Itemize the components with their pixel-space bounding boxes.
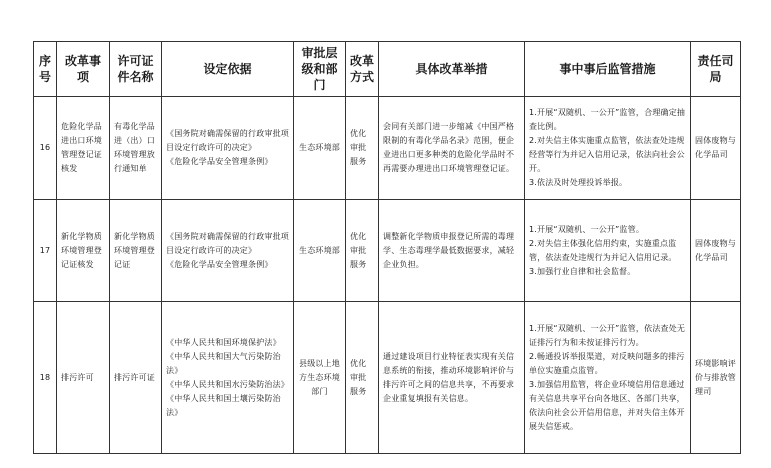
cell-supervision bbox=[525, 200, 691, 302]
table-row bbox=[34, 200, 741, 302]
cell-license: 新化学物质环境管理登记证 bbox=[110, 200, 162, 302]
cell-supervision bbox=[525, 302, 691, 454]
header-row bbox=[34, 42, 741, 97]
header-method: 改革方式 bbox=[346, 42, 379, 97]
cell-measure: 通过建设项目行业特征表实现有关信息系统的衔接，推动环境影响评价与排污许可之间的信息共享，不再要求企业重复填报有关信息。 bbox=[379, 302, 525, 454]
supervision-line: 3.加强行业自律和社会监督。 bbox=[529, 266, 636, 276]
header-supervision: 事中事后监管措施 bbox=[525, 42, 691, 97]
basis-line: 《国务院对确需保留的行政审批项目设定行政许可的决定》 bbox=[166, 231, 289, 255]
cell-dept: 生态环境部 bbox=[294, 97, 346, 200]
header-no: 序号 bbox=[34, 42, 57, 97]
cell-measure: 调整新化学物质申报登记所需的毒理学、生态毒理学最低数据要求，减轻企业负担。 bbox=[379, 200, 525, 302]
supervision-line: 2.畅通投诉举报渠道，对反映问题多的排污单位实施重点监管。 bbox=[529, 351, 685, 375]
header-dept: 审批层级和部门 bbox=[294, 42, 346, 97]
cell-method: 优化审批服务 bbox=[346, 302, 379, 454]
supervision-line: 1.开展“双随机、一公开”监管，合理确定抽查比例。 bbox=[529, 108, 686, 131]
supervision-line: 3.加强信用监管，将企业环境信用信息通过有关信息共享平台向各地区、各部门共享，依法向社会公开信用信息，并对失信主体开展失信惩戒。 bbox=[529, 379, 685, 431]
supervision-line: 3.依法及时处理投诉举报。 bbox=[529, 178, 628, 187]
basis-line: 《中华人民共和国土壤污染防治法》 bbox=[166, 393, 281, 417]
cell-bureau: 环境影响评价与排放管理司 bbox=[691, 302, 741, 454]
cell-bureau: 固体废物与化学品司 bbox=[691, 97, 741, 200]
cell-dept: 县级以上地方生态环境部门 bbox=[294, 302, 346, 454]
supervision-line: 2.对失信主体强化信用约束，实施重点监管，依法查处违规行为并记入信用记录。 bbox=[529, 238, 677, 262]
header-bureau: 责任司局 bbox=[691, 42, 741, 97]
cell-item: 危险化学品进出口环境管理登记证核发 bbox=[57, 97, 110, 200]
cell-measure: 会同有关部门进一步缩减《中国严格限制的有毒化学品名录》范围，便企业进出口更多种类的危险化学品时不再需要办理进出口环境管理登记证。 bbox=[379, 97, 525, 200]
basis-line: 《中华人民共和国水污染防治法》 bbox=[166, 379, 289, 389]
supervision-line: 1.开展“双随机、一公开”监管，依法查处无证排污行为和未按证排污行为。 bbox=[529, 323, 686, 347]
table-row bbox=[34, 302, 741, 454]
reform-table bbox=[33, 41, 741, 454]
cell-no: 17 bbox=[34, 200, 57, 302]
header-basis: 设定依据 bbox=[162, 42, 294, 97]
cell-no: 18 bbox=[34, 302, 57, 454]
cell-basis bbox=[162, 302, 294, 454]
header-item: 改革事项 bbox=[57, 42, 110, 97]
basis-line: 《国务院对确需保留的行政审批项目设定行政许可的决定》 bbox=[166, 129, 289, 152]
cell-bureau: 固体废物与化学品司 bbox=[691, 200, 741, 302]
cell-method: 优化审批服务 bbox=[346, 200, 379, 302]
cell-supervision bbox=[525, 97, 691, 200]
supervision-line: 2.对失信主体实施重点监管，依法查处违规经营等行为并记入信用记录，依法向社会公开。 bbox=[529, 136, 685, 173]
cell-no: 16 bbox=[34, 97, 57, 200]
cell-item: 排污许可 bbox=[57, 302, 110, 454]
table-row bbox=[34, 97, 741, 200]
cell-item: 新化学物质环境管理登记证核发 bbox=[57, 200, 110, 302]
cell-basis bbox=[162, 97, 294, 200]
cell-dept: 生态环境部 bbox=[294, 200, 346, 302]
header-license: 许可证件名称 bbox=[110, 42, 162, 97]
cell-basis bbox=[162, 200, 294, 302]
basis-line: 《危险化学品安全管理条例》 bbox=[166, 259, 273, 269]
cell-license: 排污许可证 bbox=[110, 302, 162, 454]
basis-line: 《中华人民共和国大气污染防治法》 bbox=[166, 351, 281, 375]
basis-line: 《中华人民共和国环境保护法》 bbox=[166, 337, 281, 347]
supervision-line: 1.开展“双随机、一公开”监管。 bbox=[529, 224, 645, 234]
cell-method: 优化审批服务 bbox=[346, 97, 379, 200]
cell-license: 有毒化学品进（出）口环境管理放行通知单 bbox=[110, 97, 162, 200]
basis-line: 《危险化学品安全管理条例》 bbox=[166, 157, 273, 166]
header-measure: 具体改革举措 bbox=[379, 42, 525, 97]
